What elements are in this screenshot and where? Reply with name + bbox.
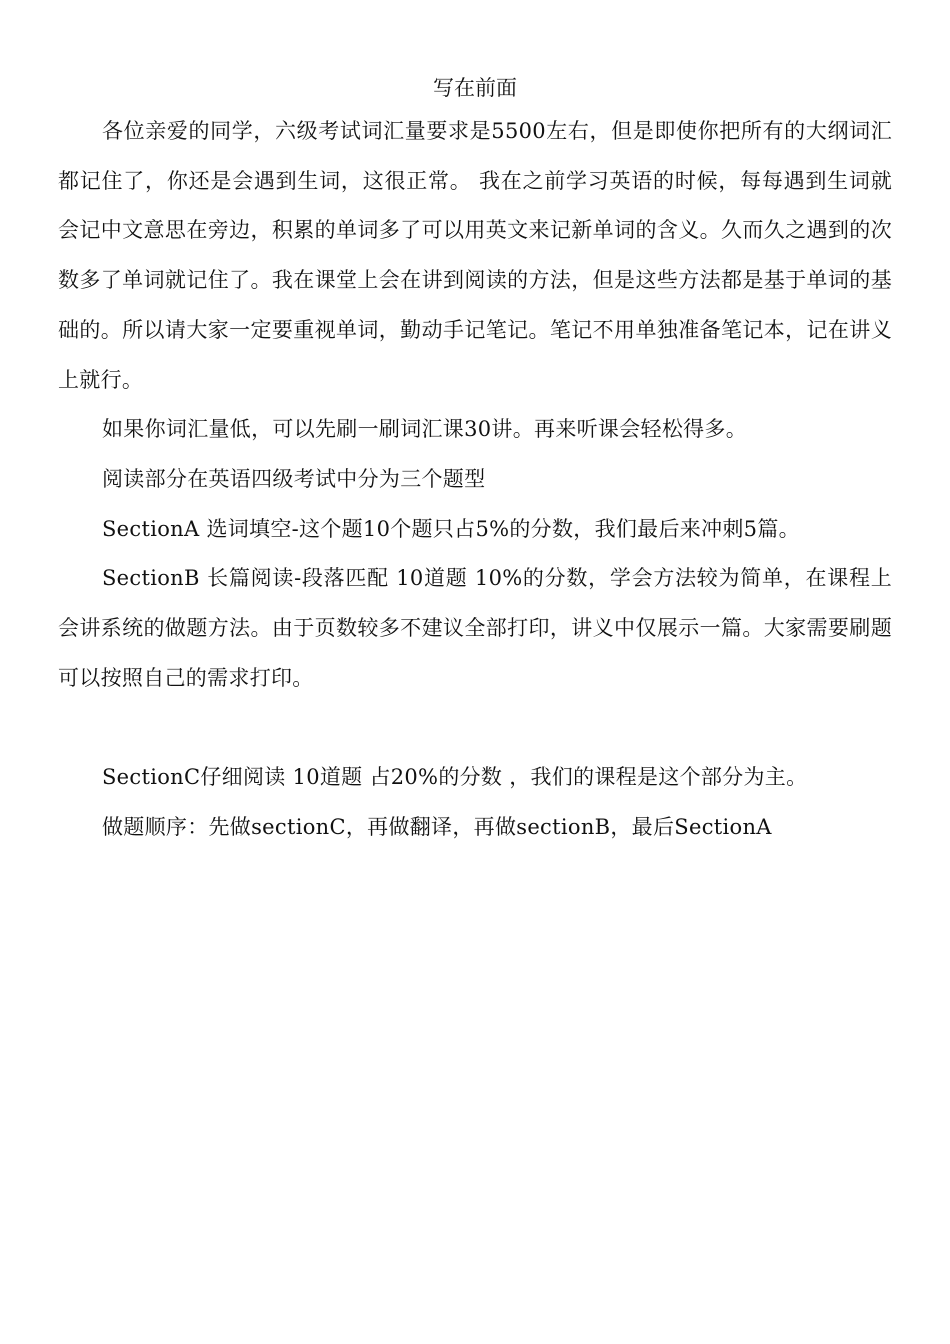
- document-body: [58, 72, 892, 853]
- document-title: 写在前面: [433, 76, 517, 100]
- answer-order-paragraph: 做题顺序：先做sectionC，再做翻译，再做sectionB，最后SectionA: [102, 815, 772, 840]
- section-a-paragraph: SectionA 选词填空-这个题10个题只占5%的分数，我们最后来冲刺5篇。: [102, 516, 800, 541]
- paragraph-gap: [58, 703, 892, 753]
- intro-paragraph: 各位亲爱的同学，六级考试词汇量要求是5500左右，但是即使你把所有的大纲词汇都记住了，你还是会遇到生词，这很正常。 我在之前学习英语的时候，每每遇到生词就会记中文意思在旁边，积累的单词多了可以用英文来记新单词的含义。久而久之遇到的次数多了单词就记住了。我在课堂上会在讲到阅读的方法，但是这些方法都是基于单词的基础的。所以请大家一定要重视单词，勤动手记笔记。笔记不用单独准备笔记本，记在讲义上就行。: [58, 119, 892, 392]
- reading-types-paragraph: 阅读部分在英语四级考试中分为三个题型: [102, 466, 486, 491]
- vocabulary-course-paragraph: 如果你词汇量低，可以先刷一刷词汇课30讲。再来听课会轻松得多。: [102, 417, 748, 442]
- section-b-paragraph: SectionB 长篇阅读-段落匹配 10道题 10%的分数，学会方法较为简单，在课程上会讲系统的做题方法。由于页数较多不建议全部打印，讲义中仅展示一篇。大家需要刷题可以按照自己的需求打印。: [58, 566, 892, 690]
- section-c-paragraph: SectionC仔细阅读 10道题 占20%的分数 ，我们的课程是这个部分为主。: [102, 765, 808, 790]
